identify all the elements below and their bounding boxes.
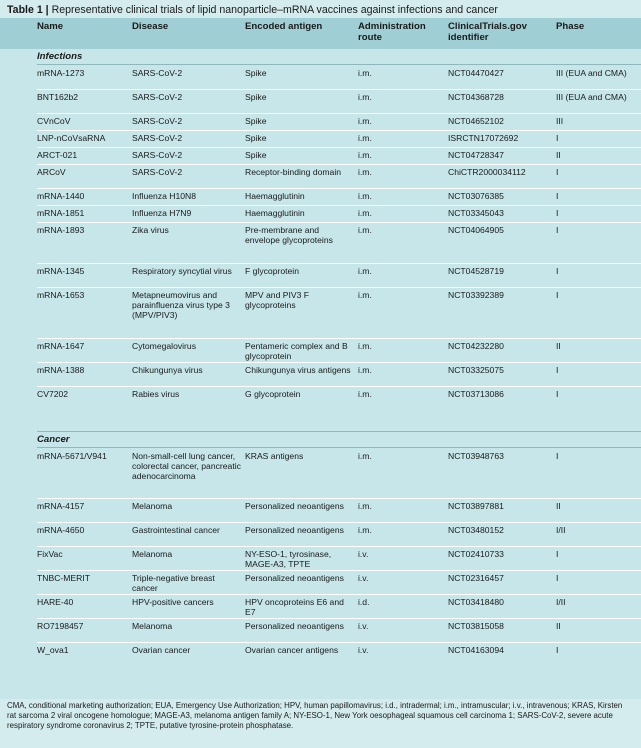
cell-name: HARE-40 — [37, 597, 74, 607]
cell-phase: I — [556, 389, 559, 399]
cell-name: mRNA-1273 — [37, 68, 85, 78]
cell-phase: I — [556, 451, 559, 461]
cell-route: i.m. — [358, 501, 372, 511]
table-row — [0, 89, 641, 113]
cell-phase: II — [556, 501, 561, 511]
cell-route: i.m. — [358, 133, 372, 143]
cell-antigen: Spike — [245, 116, 267, 126]
cell-disease: Respiratory syncytial virus — [132, 266, 232, 276]
table-row — [0, 338, 641, 362]
cell-name: mRNA-1440 — [37, 191, 85, 201]
cell-route: i.m. — [358, 191, 372, 201]
cell-id: NCT03392389 — [448, 290, 504, 300]
cell-route: i.m. — [358, 341, 372, 351]
cell-phase: I — [556, 266, 559, 276]
cell-antigen: MPV and PIV3 F glycoproteins — [245, 290, 310, 311]
cell-phase: I/II — [556, 597, 566, 607]
cell-id: NCT03815058 — [448, 621, 504, 631]
cell-antigen: Spike — [245, 92, 267, 102]
cell-disease: Melanoma — [132, 621, 173, 631]
table-row — [0, 594, 641, 618]
cell-disease: Chikungunya virus — [132, 365, 203, 375]
cell-id: ISRCTN17072692 — [448, 133, 519, 143]
cell-route: i.v. — [358, 645, 369, 655]
cell-name: mRNA-1647 — [37, 341, 85, 351]
section-cancer: Cancer — [37, 434, 70, 445]
cell-route: i.v. — [358, 549, 369, 559]
cell-phase: II — [556, 150, 561, 160]
cell-name: BNT162b2 — [37, 92, 79, 102]
section-infections: Infections — [37, 51, 83, 62]
cell-phase: I — [556, 573, 559, 583]
cell-disease: Influenza H7N9 — [132, 208, 192, 218]
cell-disease: Triple-negative breast cancer — [132, 573, 215, 594]
cell-disease: Non-small-cell lung cancer, colorectal cancer, pancreatic adenocarcinoma — [132, 451, 241, 482]
cell-antigen: Haemagglutinin — [245, 208, 305, 218]
table-row — [0, 570, 641, 594]
cell-name: mRNA-4157 — [37, 501, 85, 511]
cell-antigen: Haemagglutinin — [245, 191, 305, 201]
cell-phase: III — [556, 116, 564, 126]
cell-phase: I — [556, 290, 559, 300]
table-row — [0, 448, 641, 498]
cell-route: i.m. — [358, 167, 372, 177]
cell-name: CV7202 — [37, 389, 69, 399]
cell-disease: SARS-CoV-2 — [132, 92, 183, 102]
cell-disease: Metapneumovirus and parainfluenza virus type 3 (MPV/PIV3) — [132, 290, 230, 321]
cell-disease: HPV-positive cancers — [132, 597, 214, 607]
cell-antigen: HPV oncoproteins E6 and E7 — [245, 597, 344, 618]
cell-name: mRNA-5671/V941 — [37, 451, 107, 461]
cell-antigen: Spike — [245, 133, 267, 143]
cell-phase: I — [556, 208, 559, 218]
cell-name: ARCT-021 — [37, 150, 78, 160]
cell-name: mRNA-4650 — [37, 525, 85, 535]
cell-route: i.d. — [358, 597, 370, 607]
cell-id: NCT03713086 — [448, 389, 504, 399]
cell-id: NCT04728347 — [448, 150, 504, 160]
cell-id: NCT03076385 — [448, 191, 504, 201]
cell-antigen: Receptor-binding domain — [245, 167, 342, 177]
table-row — [0, 522, 641, 546]
cell-disease: SARS-CoV-2 — [132, 133, 183, 143]
table-row — [0, 362, 641, 386]
cell-antigen: Personalized neoantigens — [245, 501, 344, 511]
cell-route: i.m. — [358, 266, 372, 276]
caption-label: Table 1 | — [7, 4, 49, 16]
cell-antigen: Ovarian cancer antigens — [245, 645, 339, 655]
cell-phase: I — [556, 549, 559, 559]
cell-name: TNBC-MERIT — [37, 573, 90, 583]
cell-name: mRNA-1893 — [37, 225, 85, 235]
table-row — [0, 386, 641, 403]
cell-id: NCT04163094 — [448, 645, 504, 655]
caption-title: Representative clinical trials of lipid nanoparticle–mRNA vaccines against infections and cancer — [51, 4, 498, 16]
cell-name: mRNA-1345 — [37, 266, 85, 276]
cell-phase: I — [556, 133, 559, 143]
cell-disease: Ovarian cancer — [132, 645, 191, 655]
table-caption — [7, 2, 637, 18]
cell-route: i.m. — [358, 150, 372, 160]
table-row — [0, 147, 641, 164]
cell-antigen: Pentameric complex and B glycoprotein — [245, 341, 348, 362]
cell-disease: SARS-CoV-2 — [132, 167, 183, 177]
header-phase: Phase — [556, 21, 585, 32]
cell-id: NCT03418480 — [448, 597, 504, 607]
cell-route: i.m. — [358, 525, 372, 535]
cell-phase: III (EUA and CMA) — [556, 92, 627, 102]
cell-id: NCT04368728 — [448, 92, 504, 102]
cell-route: i.m. — [358, 208, 372, 218]
cell-disease: SARS-CoV-2 — [132, 116, 183, 126]
cell-phase: III (EUA and CMA) — [556, 68, 627, 78]
cell-id: NCT03325075 — [448, 365, 504, 375]
header-name: Name — [37, 21, 64, 32]
table-row — [0, 113, 641, 130]
header-antigen: Encoded antigen — [245, 21, 323, 32]
cell-phase: I — [556, 225, 559, 235]
cell-disease: Melanoma — [132, 501, 173, 511]
cell-disease: Rabies virus — [132, 389, 180, 399]
table-row — [0, 222, 641, 263]
cell-id: NCT03948763 — [448, 451, 504, 461]
cell-route: i.v. — [358, 621, 369, 631]
cell-name: FixVac — [37, 549, 63, 559]
cell-disease: Melanoma — [132, 549, 173, 559]
cell-route: i.m. — [358, 68, 372, 78]
cell-name: mRNA-1388 — [37, 365, 85, 375]
cell-id: NCT02316457 — [448, 573, 504, 583]
cell-antigen: Spike — [245, 68, 267, 78]
cell-phase: I — [556, 645, 559, 655]
cell-phase: I — [556, 191, 559, 201]
cell-phase: I/II — [556, 525, 566, 535]
table-row — [0, 164, 641, 188]
cell-antigen: Spike — [245, 150, 267, 160]
cell-name: CVnCoV — [37, 116, 71, 126]
cell-name: RO7198457 — [37, 621, 84, 631]
table-row — [0, 642, 641, 666]
cell-route: i.m. — [358, 225, 372, 235]
table-row — [0, 130, 641, 147]
table-row — [0, 498, 641, 522]
cell-id: NCT02410733 — [448, 549, 504, 559]
cell-id: NCT04528719 — [448, 266, 504, 276]
cell-id: ChiCTR2000034112 — [448, 167, 526, 177]
table-row — [0, 546, 641, 570]
cell-phase: I — [556, 167, 559, 177]
cell-route: i.m. — [358, 365, 372, 375]
cell-phase: I — [556, 365, 559, 375]
cell-id: NCT04652102 — [448, 116, 504, 126]
cell-route: i.m. — [358, 290, 372, 300]
cell-route: i.v. — [358, 573, 369, 583]
table-row — [0, 287, 641, 338]
table-row — [0, 263, 641, 287]
cell-route: i.m. — [358, 116, 372, 126]
cell-id: NCT04470427 — [448, 68, 504, 78]
cell-antigen: NY-ESO-1, tyrosinase, MAGE-A3, TPTE — [245, 549, 332, 570]
cell-antigen: KRAS antigens — [245, 451, 304, 461]
header-route: Administration route — [358, 21, 426, 43]
cell-route: i.m. — [358, 389, 372, 399]
cell-disease: Zika virus — [132, 225, 169, 235]
cell-antigen: Personalized neoantigens — [245, 621, 344, 631]
table-header — [0, 18, 641, 49]
cell-name: mRNA-1653 — [37, 290, 85, 300]
cell-antigen: F glycoprotein — [245, 266, 299, 276]
cell-disease: Gastrointestinal cancer — [132, 525, 220, 535]
cell-route: i.m. — [358, 92, 372, 102]
cell-name: W_ova1 — [37, 645, 69, 655]
cell-antigen: Chikungunya virus antigens — [245, 365, 351, 375]
cell-disease: Influenza H10N8 — [132, 191, 197, 201]
cell-phase: II — [556, 341, 561, 351]
cell-antigen: Personalized neoantigens — [245, 573, 344, 583]
cell-disease: SARS-CoV-2 — [132, 68, 183, 78]
cell-id: NCT04232280 — [448, 341, 504, 351]
cell-id: NCT04064905 — [448, 225, 504, 235]
cell-id: NCT03897881 — [448, 501, 504, 511]
header-identifier: ClinicalTrials.gov identifier — [448, 21, 527, 43]
cell-name: LNP-nCoVsaRNA — [37, 133, 106, 143]
table-row — [0, 188, 641, 205]
cell-disease: SARS-CoV-2 — [132, 150, 183, 160]
table-row — [0, 618, 641, 642]
cell-antigen: G glycoprotein — [245, 389, 301, 399]
cell-antigen: Pre-membrane and envelope glycoproteins — [245, 225, 333, 246]
table-row — [0, 205, 641, 222]
cell-name: ARCoV — [37, 167, 66, 177]
table-footnote: CMA, conditional marketing authorization; EUA, Emergency Use Authorization; HPV, human papillomavirus; i.d., intradermal; i.m., intramuscular; i.v., intravenous; KRAS, Kirsten rat sarcoma 2 viral oncogene homologue; MAGE-A3, melanoma antigen family A; NY-ESO-1, New York oesophageal squamous cell carcinoma 1; SARS-CoV-2, severe acute respiratory syndrome coronavirus 2; TPTE, putative tyrosine-protein phosphatase. — [7, 701, 623, 731]
cell-antigen: Personalized neoantigens — [245, 525, 344, 535]
cell-disease: Cytomegalovirus — [132, 341, 196, 351]
cell-phase: II — [556, 621, 561, 631]
cell-id: NCT03480152 — [448, 525, 504, 535]
header-disease: Disease — [132, 21, 169, 32]
cell-route: i.m. — [358, 451, 372, 461]
cell-id: NCT03345043 — [448, 208, 504, 218]
cell-name: mRNA-1851 — [37, 208, 85, 218]
clinical-trials-table — [0, 18, 641, 699]
table-row — [0, 65, 641, 89]
